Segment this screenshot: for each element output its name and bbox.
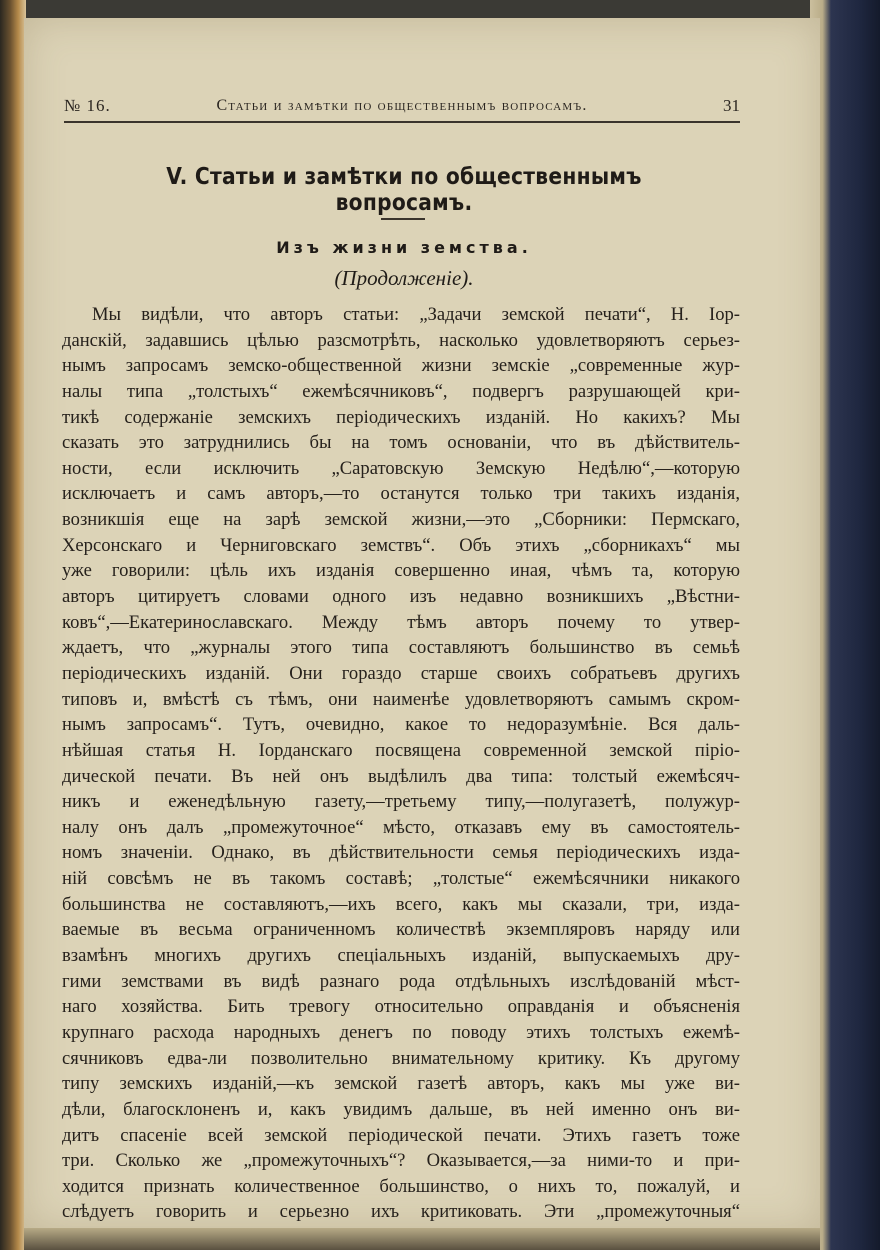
text-line: данскій, задавшись цѣлью разсмотрѣть, насколько удовлетворяютъ серьез- — [62, 329, 740, 351]
text-line: типу земскихъ изданій,—къ земской газетѣ авторъ, какъ мы уже ви- — [62, 1073, 740, 1095]
text-line: Мы видѣли, что авторъ статьи: „Задачи земской печати“, Н. Іор- — [92, 304, 740, 325]
text-line: тикѣ содержаніе земскихъ періодическихъ изданій. Но какихъ? Мы — [62, 406, 740, 428]
text-line: большинства не составляютъ,—ихъ всего, какъ мы сказали, три, изда- — [62, 893, 740, 915]
text-line: гими земствами въ видѣ разнаго рода отдѣльныхъ изслѣдованій мѣст- — [62, 970, 740, 992]
text-line: ходится признать количественное большинство, о нихъ то, пожалуй, и — [62, 1175, 740, 1197]
text-line: ждаетъ, что „журналы этого типа составляютъ большинство въ семьѣ — [62, 637, 740, 659]
text-line: дѣли, благосклоненъ и, какъ увидимъ дальше, въ ней именно онъ ви- — [62, 1098, 740, 1120]
text-line: сячниковъ едва-ли позволительно внимательному критику. Къ другому — [62, 1047, 740, 1069]
text-line: ній совсѣмъ не въ такомъ составѣ; „толстые“ ежемѣсячники никакого — [62, 868, 740, 890]
running-header — [64, 96, 740, 120]
text-line: наго хозяйства. Бить тревогу относительно оправданія и объясненія — [62, 996, 740, 1018]
page-bottom-edge — [24, 1228, 820, 1250]
text-line: нымъ запросамъ“. Тутъ, очевидно, какое то недоразумѣніе. Вся даль- — [62, 714, 740, 736]
text-line: ковъ“,—Екатеринославскаго. Между тѣмъ авторъ почему то утвер- — [62, 611, 740, 633]
text-line: типовъ и, вмѣстѣ съ тѣмъ, они наименѣе удовлетворяютъ самымъ скром- — [62, 688, 740, 710]
header-rule — [64, 121, 740, 123]
book-binding — [810, 0, 880, 1250]
text-line: возникшія еще на зарѣ земской жизни,—это „Сборники: Пермскаго, — [62, 509, 740, 531]
page-number: 31 — [723, 96, 740, 115]
text-line: налу онъ далъ „промежуточное“ мѣсто, отказавъ ему въ самостоятель- — [62, 816, 740, 838]
title-divider — [381, 218, 425, 220]
text-line: никъ и еженедѣльную газету,—третьему типу,—полугазетѣ, полужур- — [62, 791, 740, 813]
text-line: ности, если исключить „Саратовскую Земскую Недѣлю“,—которую — [62, 457, 740, 479]
continued-label: (Продолженіе). — [334, 266, 474, 290]
text-line: крупнаго расхода народныхъ денегъ по поводу этихъ толстыхъ ежемѣ- — [62, 1021, 740, 1043]
text-line: Херсонскаго и Черниговскаго земствъ“. Объ этихъ „сборникахъ“ мы — [62, 534, 740, 556]
text-line: слѣдуетъ говорить и серьезно ихъ критиковать. Эти „промежуточныя“ — [62, 1201, 740, 1223]
text-line: уже говорили: цѣль ихъ изданія совершенно иная, чѣмъ та, которую — [62, 560, 740, 582]
text-line: налы типа „толстыхъ“ ежемѣсячниковъ“, подвергъ разрушающей кри- — [62, 380, 740, 402]
text-line: ваемые въ весьма ограниченномъ количествѣ экземпляровъ наряду или — [62, 919, 740, 941]
text-line: исключаетъ и самъ авторъ,—то останутся только три такихъ изданія, — [62, 483, 740, 505]
issue-number: № 16. — [64, 96, 111, 115]
text-line: авторъ цитируетъ словами одного изъ недавно возникшихъ „Вѣстни- — [62, 586, 740, 608]
text-line: періодическихъ изданій. Они гораздо старше своихъ собратьевъ другихъ — [62, 662, 740, 684]
text-line: дической печати. Въ ней онъ выдѣлилъ два типа: толстый ежемѣсяч- — [62, 765, 740, 787]
article-title: Изъ жизни земства. — [276, 238, 532, 257]
text-line: дитъ спасеніе всей земской періодической печати. Этихъ газетъ тоже — [62, 1124, 740, 1146]
text-line: три. Сколько же „промежуточныхъ“? Оказывается,—за ними-то и при- — [62, 1150, 740, 1172]
text-line: взамѣнъ многихъ другихъ спеціальныхъ изданій, выпускаемыхъ дру- — [62, 945, 740, 967]
text-line: номъ значеніи. Однако, въ дѣйствительности семья періодическихъ изда- — [62, 842, 740, 864]
article-body — [62, 302, 740, 1225]
book-left-edge — [0, 0, 26, 1250]
text-line: сказать это затруднились бы на томъ основаніи, что въ дѣйствитель- — [62, 432, 740, 454]
running-title: Статьи и замѣтки по общественнымъ вопросамъ. — [216, 97, 588, 114]
section-title: V. Статьи и замѣтки по общественнымъ вопросамъ. — [166, 164, 642, 216]
text-line: нѣйшая статья Н. Іорданскаго посвящена современной земской піріо- — [62, 739, 740, 761]
text-line: нымъ запросамъ земско-общественной жизни земскіе „современные жур- — [62, 355, 740, 377]
